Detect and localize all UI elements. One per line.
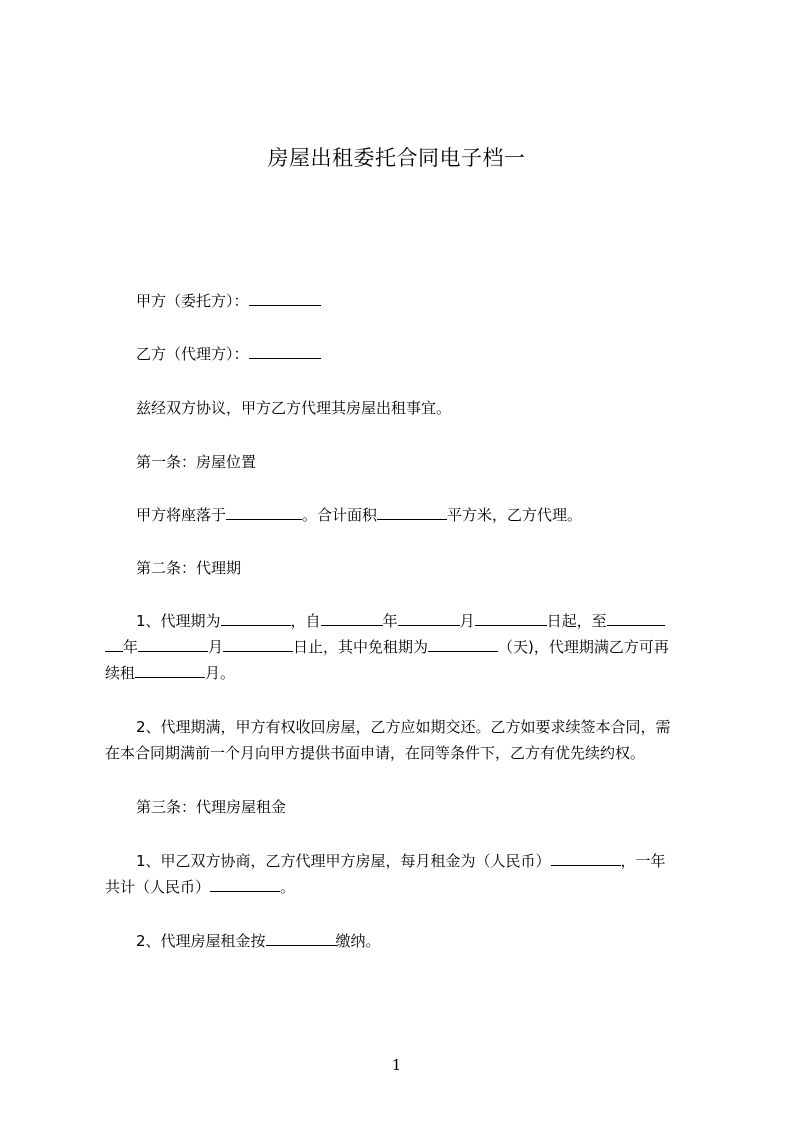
clause-text: 续租 <box>105 664 136 682</box>
start-month-blank <box>398 610 460 626</box>
clause-text: 日起，至 <box>546 612 607 630</box>
clause-text: 缴纳。 <box>335 932 381 950</box>
clause-text: 日止，其中免租期为 <box>293 638 429 656</box>
article2-clause2-line2: 在本合同期满前一个月向甲方提供书面申请，在同等条件下，乙方有优先续约权。 <box>105 744 646 762</box>
clause-text: 年 <box>382 612 398 630</box>
party-b-label: 乙方（代理方）： <box>136 345 249 363</box>
intro-text: 兹经双方协议，甲方乙方代理其房屋出租事宜。 <box>136 399 452 417</box>
page-number: 1 <box>391 1056 402 1074</box>
end-month-blank <box>138 636 208 652</box>
clause-text: 年 <box>123 638 139 656</box>
document-title: 房屋出租委托合同电子档一 <box>267 146 526 170</box>
clause-text: 。 <box>280 878 296 896</box>
party-a-blank <box>249 290 321 306</box>
party-b-line <box>136 343 321 365</box>
clause-text: 2、代理房屋租金按 <box>136 932 266 950</box>
article1-text-2: 。合计面积 <box>302 506 378 524</box>
article1-body <box>136 504 582 526</box>
article3-clause1-line1 <box>136 850 666 872</box>
party-a-label: 甲方（委托方）： <box>136 292 249 310</box>
end-year-blank-part2 <box>105 636 123 652</box>
article2-clause1-line2 <box>105 636 669 658</box>
article3-clause1-line2 <box>105 876 295 898</box>
clause-text: 1、甲乙双方协商，乙方代理甲方房屋，每月租金为（人民币） <box>136 852 551 870</box>
article3-heading: 第三条：代理房屋租金 <box>136 798 287 816</box>
article1-text-1: 甲方将座落于 <box>136 506 227 524</box>
clause-text: 月。 <box>205 664 236 682</box>
renewal-blank <box>135 662 205 678</box>
article2-clause2-line1: 2、代理期满，甲方有权收回房屋，乙方应如期交还。乙方如要求续签本合同，需 <box>136 718 671 736</box>
payment-method-blank <box>266 930 336 946</box>
area-blank <box>377 504 447 520</box>
clause-text: 1、代理期为 <box>136 612 221 630</box>
rent-free-blank <box>428 636 498 652</box>
party-b-blank <box>249 343 321 359</box>
end-year-blank-part1 <box>607 610 665 626</box>
clause-text: 月 <box>208 638 224 656</box>
location-blank <box>226 504 302 520</box>
article2-clause1-line1 <box>136 610 665 632</box>
end-day-blank <box>223 636 293 652</box>
clause-text: （天)，代理期满乙方可再 <box>498 638 669 656</box>
clause-text: ，一年 <box>620 852 666 870</box>
monthly-rent-blank <box>551 850 621 866</box>
period-blank <box>221 610 291 626</box>
clause-text: 共计（人民币） <box>105 878 211 896</box>
party-a-line <box>136 290 321 312</box>
clause-text: ，自 <box>290 612 321 630</box>
article1-text-3: 平方米，乙方代理。 <box>447 506 583 524</box>
annual-rent-blank <box>210 876 280 892</box>
start-day-blank <box>475 610 547 626</box>
clause-text: 月 <box>459 612 475 630</box>
article2-heading: 第二条：代理期 <box>136 559 242 577</box>
article2-clause1-line3 <box>105 662 235 684</box>
start-year-blank <box>321 610 383 626</box>
article3-clause2 <box>136 930 381 952</box>
article1-heading: 第一条：房屋位置 <box>136 453 257 471</box>
